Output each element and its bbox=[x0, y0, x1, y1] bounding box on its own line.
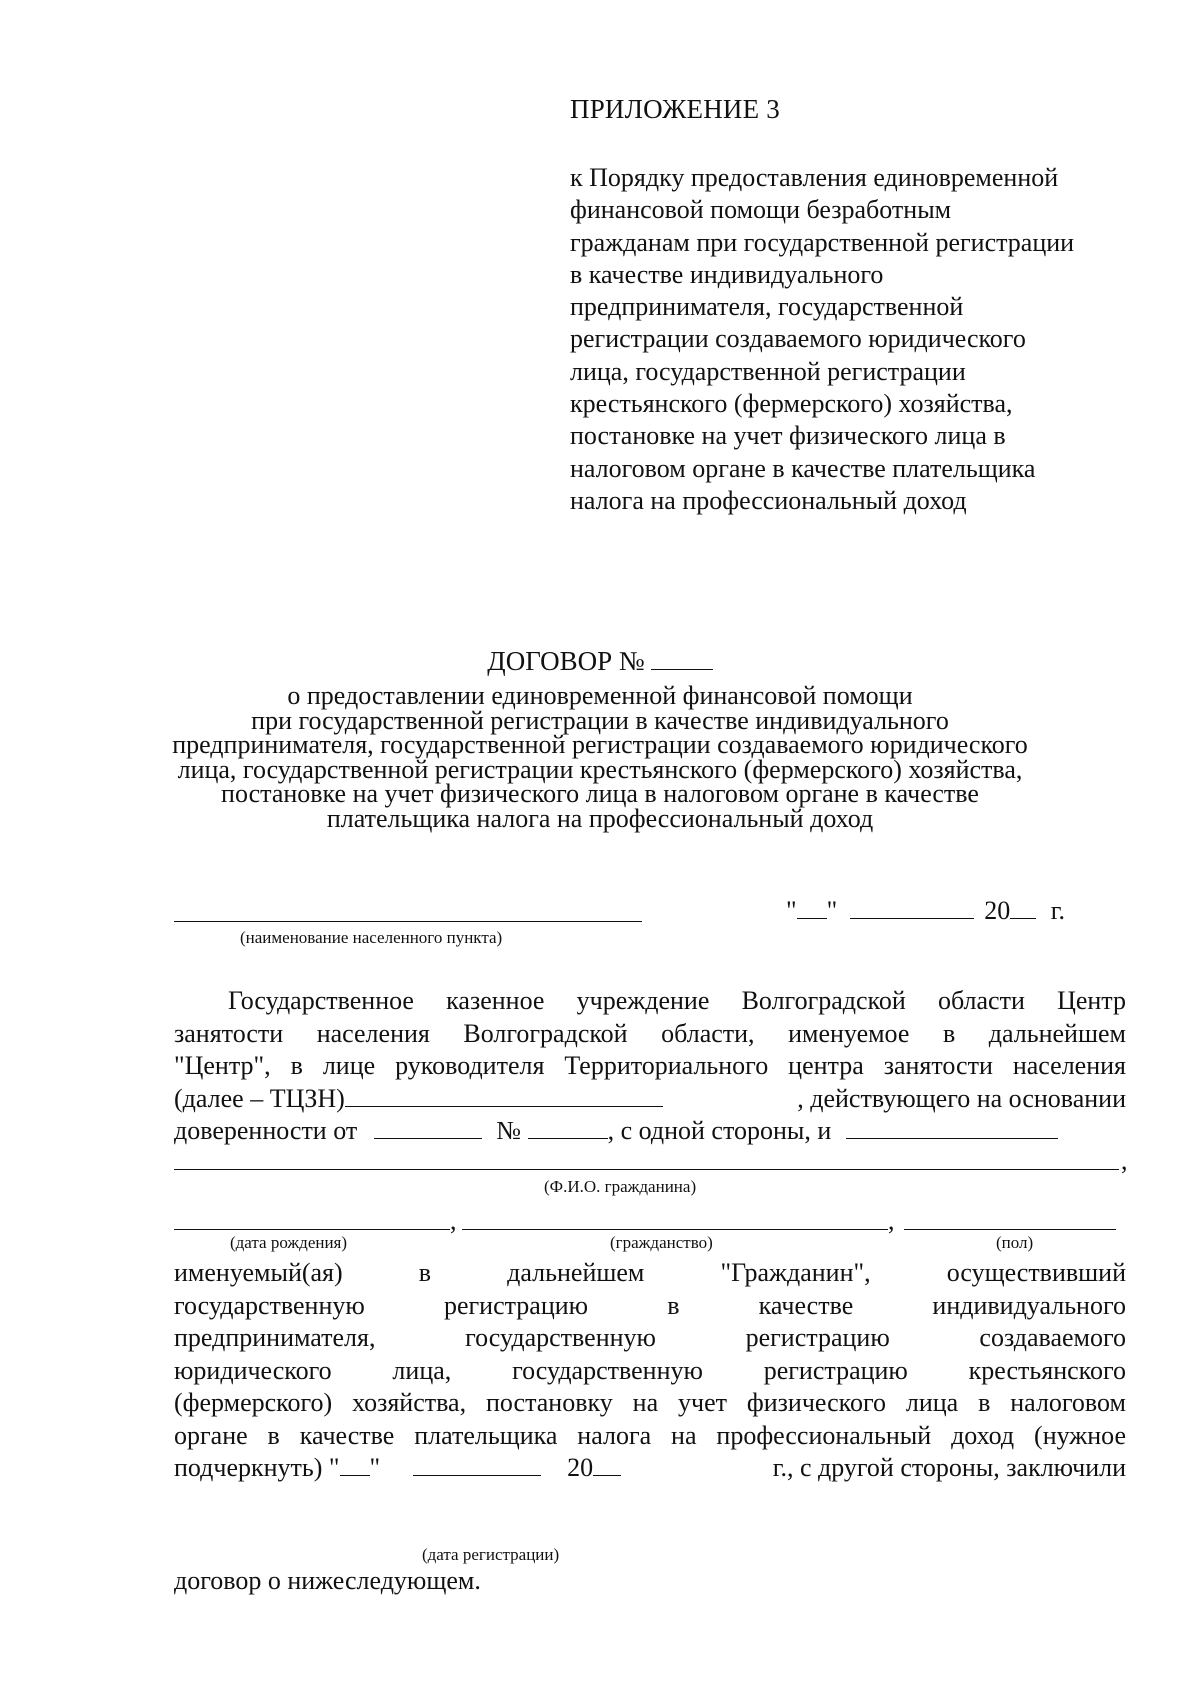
reg-year-field[interactable] bbox=[593, 1453, 621, 1476]
place-caption: (наименование населенного пункта) bbox=[240, 928, 503, 947]
reg-quote-close: " bbox=[369, 1453, 381, 1482]
contract-date bbox=[786, 896, 1065, 926]
citizen-name-start-field[interactable] bbox=[846, 1116, 1058, 1139]
appendix-line: лица, государственной регистрации bbox=[570, 356, 966, 386]
quote-open: " bbox=[786, 896, 797, 925]
intro-line-4 bbox=[174, 1083, 1126, 1116]
poa-date-field[interactable] bbox=[374, 1116, 482, 1139]
reg-day-field[interactable] bbox=[340, 1453, 370, 1476]
appendix-line: финансовой помощи безработным bbox=[570, 195, 952, 225]
appendix-line: крестьянского (фермерского) хозяйства, bbox=[570, 389, 1013, 419]
year-prefix: 20 bbox=[984, 896, 1011, 925]
body-line-last bbox=[174, 1452, 1126, 1485]
power-of-attorney-label: доверенности от bbox=[174, 1116, 358, 1145]
reg-year-prefix: 20 bbox=[567, 1453, 594, 1482]
intro-line: Государственное казенное учреждение Волгоградской области Центр bbox=[228, 986, 1126, 1015]
reg-date-caption: (дата регистрации) bbox=[422, 1545, 560, 1564]
citizen-fio-field[interactable] bbox=[174, 1169, 1119, 1170]
appendix-line: предпринимателя, государственной bbox=[570, 292, 964, 322]
intro-paragraph bbox=[174, 985, 1126, 1148]
intro-line: "Центр", в лице руководителя Территориального центра занятости населения bbox=[174, 1051, 1126, 1080]
citizenship-caption: (гражданство) bbox=[610, 1233, 713, 1252]
citizenship-comma: , bbox=[888, 1206, 895, 1235]
closing-line: договор о нижеследующем. bbox=[174, 1566, 481, 1595]
appendix-line: гражданам при государственной регистрации bbox=[570, 227, 1075, 257]
acting-basis: , действующего на основании bbox=[797, 1083, 1126, 1113]
appendix-line: налоговом органе в качестве плательщика bbox=[570, 453, 1036, 483]
sex-field[interactable] bbox=[904, 1229, 1116, 1230]
intro-line: занятости населения Волгоградской области, именуемое в дальнейшем bbox=[174, 1018, 1126, 1048]
appendix-line: регистрации создаваемого юридического bbox=[570, 324, 1026, 354]
day-field[interactable] bbox=[797, 896, 827, 919]
dob-caption: (дата рождения) bbox=[230, 1233, 348, 1252]
body-line: органе в качестве плательщика налога на профессиональный доход (нужное bbox=[174, 1420, 1126, 1450]
poa-number-field[interactable] bbox=[528, 1116, 608, 1139]
subtitle-line: о предоставлении единовременной финансовой помощи bbox=[287, 681, 913, 710]
dob-comma: , bbox=[450, 1206, 457, 1235]
contract-number-field[interactable] bbox=[651, 647, 713, 670]
contract-title bbox=[0, 646, 1200, 677]
reg-month-field[interactable] bbox=[413, 1453, 541, 1476]
subtitle-line: лица, государственной регистрации крестьянского (фермерского) хозяйства, bbox=[177, 754, 1023, 784]
contract-title-text: ДОГОВОР № bbox=[487, 646, 645, 676]
tczn-label: (далее – ТЦЗН) bbox=[174, 1083, 345, 1113]
year-suffix: г. bbox=[1050, 896, 1065, 925]
appendix-line: к Порядку предоставления единовременной bbox=[570, 163, 1059, 192]
appendix-description bbox=[570, 162, 1140, 517]
appendix-title: ПРИЛОЖЕНИЕ 3 bbox=[570, 94, 780, 124]
birth-date-field[interactable] bbox=[174, 1229, 450, 1230]
subtitle-line: предпринимателя, государственной регистрации создаваемого юридического bbox=[172, 730, 1028, 760]
tczn-head-field[interactable] bbox=[345, 1084, 663, 1107]
contract-subtitle bbox=[0, 681, 1200, 833]
appendix-line: постановке на учет физического лица в bbox=[570, 421, 1006, 451]
appendix-line: налога на профессиональный доход bbox=[570, 485, 967, 515]
closing-paragraph bbox=[174, 1565, 1126, 1598]
subtitle-line: плательщика налога на профессиональный доход bbox=[326, 803, 874, 833]
poa-number-sign: № bbox=[496, 1116, 522, 1145]
intro-line-5 bbox=[174, 1115, 1126, 1148]
month-field[interactable] bbox=[850, 896, 974, 919]
body-line: именуемый(ая) в дальнейшем "Гражданин", осуществивший bbox=[174, 1258, 1126, 1287]
body-line: (фермерского) хозяйства, постановку на учет физического лица в налоговом bbox=[174, 1388, 1126, 1417]
quote-close: " bbox=[826, 896, 838, 925]
place-field[interactable] bbox=[174, 921, 642, 922]
one-side-text: , с одной стороны, и bbox=[607, 1116, 832, 1145]
body-line: предпринимателя, государственную регистрацию создаваемого bbox=[174, 1323, 1126, 1352]
year-field[interactable] bbox=[1010, 896, 1036, 919]
sex-caption: (пол) bbox=[996, 1233, 1034, 1252]
body-line: юридического лица, государственную регистрацию крестьянского bbox=[174, 1355, 1126, 1385]
fio-comma: , bbox=[1121, 1146, 1128, 1175]
appendix-line: в качестве индивидуального bbox=[570, 259, 884, 289]
citizen-paragraph bbox=[174, 1257, 1126, 1485]
subtitle-line: при государственной регистрации в качестве индивидуального bbox=[251, 705, 949, 735]
citizenship-field[interactable] bbox=[462, 1229, 888, 1230]
subtitle-line: постановке на учет физического лица в налоговом органе в качестве bbox=[221, 779, 979, 809]
underline-note: подчеркнуть) " bbox=[174, 1453, 340, 1482]
fio-caption: (Ф.И.О. гражданина) bbox=[544, 1177, 697, 1196]
body-line: государственную регистрацию в качестве индивидуального bbox=[174, 1290, 1126, 1320]
other-side-text: г., с другой стороны, заключили bbox=[772, 1453, 1126, 1482]
